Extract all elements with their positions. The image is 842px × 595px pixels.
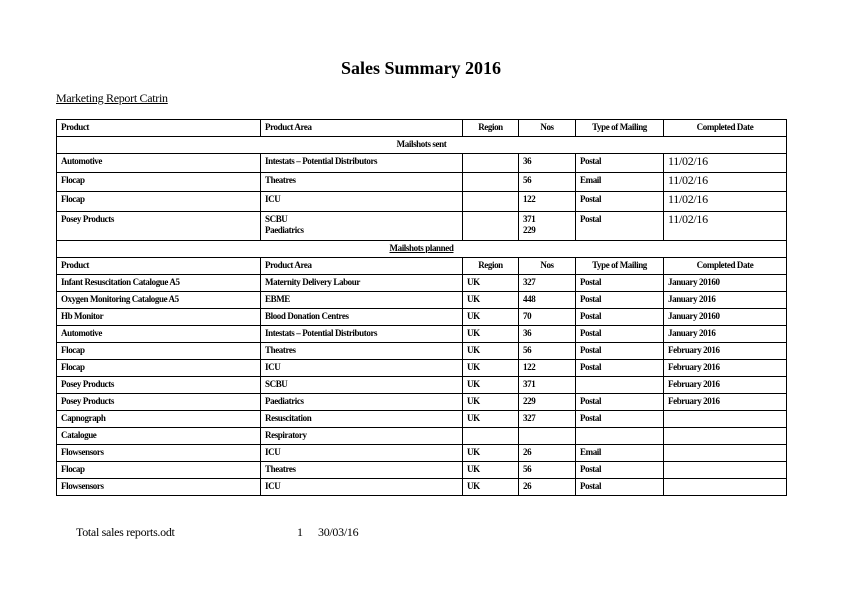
header-nos: Nos (519, 258, 576, 275)
cell-nos (519, 212, 576, 241)
cell-date: 11/02/16 (664, 154, 787, 173)
cell-area: ICU (261, 445, 463, 462)
table-row (57, 377, 787, 394)
table-row (57, 479, 787, 496)
cell-product: Flocap (57, 343, 261, 360)
cell-product: Flocap (57, 192, 261, 212)
cell-mailing: Postal (576, 154, 664, 173)
cell-area: Theatres (261, 173, 463, 192)
cell-product: Posey Products (57, 394, 261, 411)
section-mailshots-sent: Mailshots sent (57, 137, 787, 154)
cell-area (261, 212, 463, 241)
cell-mailing: Postal (576, 360, 664, 377)
header-product: Product (57, 258, 261, 275)
table-row (57, 309, 787, 326)
cell-area: ICU (261, 192, 463, 212)
cell-mailing: Postal (576, 292, 664, 309)
cell-product: Oxygen Monitoring Catalogue A5 (57, 292, 261, 309)
cell-nos: 448 (519, 292, 576, 309)
table-row (57, 411, 787, 428)
cell-product: Posey Products (57, 212, 261, 241)
table-row (57, 462, 787, 479)
cell-area: SCBU (261, 377, 463, 394)
cell-date (664, 411, 787, 428)
cell-area: Paediatrics (261, 394, 463, 411)
cell-nos: 371 (519, 377, 576, 394)
cell-date (664, 428, 787, 445)
cell-date: February 2016 (664, 360, 787, 377)
cell-region: UK (463, 377, 519, 394)
cell-mailing: Postal (576, 326, 664, 343)
cell-product: Hb Monitor (57, 309, 261, 326)
header-row (57, 120, 787, 137)
cell-region: UK (463, 343, 519, 360)
cell-region: UK (463, 360, 519, 377)
cell-area: Respiratory (261, 428, 463, 445)
cell-nos: 229 (519, 394, 576, 411)
cell-mailing (576, 377, 664, 394)
cell-product: Automotive (57, 154, 261, 173)
cell-area: ICU (261, 360, 463, 377)
cell-area: Intestats – Potential Distributors (261, 154, 463, 173)
cell-area: EBME (261, 292, 463, 309)
header-nos: Nos (519, 120, 576, 137)
header-type-of-mailing: Type of Mailing (576, 258, 664, 275)
cell-mailing: Postal (576, 462, 664, 479)
cell-date: February 2016 (664, 343, 787, 360)
cell-region: UK (463, 292, 519, 309)
cell-product: Flocap (57, 173, 261, 192)
header-region: Region (463, 120, 519, 137)
cell-region (463, 428, 519, 445)
footer-date: 30/03/16 (318, 525, 359, 539)
table-row (57, 360, 787, 377)
cell-area: Theatres (261, 462, 463, 479)
cell-nos: 327 (519, 411, 576, 428)
cell-date (664, 462, 787, 479)
cell-area: Resuscitation (261, 411, 463, 428)
cell-region (463, 212, 519, 241)
cell-mailing: Postal (576, 411, 664, 428)
table-row (57, 343, 787, 360)
cell-product: Posey Products (57, 377, 261, 394)
cell-mailing: Postal (576, 479, 664, 496)
cell-date (664, 445, 787, 462)
cell-product: Flocap (57, 360, 261, 377)
header-product: Product (57, 120, 261, 137)
cell-nos: 36 (519, 326, 576, 343)
cell-mailing: Postal (576, 343, 664, 360)
sales-table (56, 119, 787, 496)
cell-nos: 327 (519, 275, 576, 292)
table-row (57, 173, 787, 192)
cell-nos: 36 (519, 154, 576, 173)
cell-region (463, 173, 519, 192)
table-row (57, 428, 787, 445)
cell-date: January 2016 (664, 326, 787, 343)
header-region: Region (463, 258, 519, 275)
cell-nos: 26 (519, 445, 576, 462)
cell-mailing: Postal (576, 192, 664, 212)
cell-date: February 2016 (664, 377, 787, 394)
cell-date: 11/02/16 (664, 192, 787, 212)
cell-product: Flocap (57, 462, 261, 479)
table-row (57, 292, 787, 309)
cell-nos: 56 (519, 343, 576, 360)
header-product-area: Product Area (261, 258, 463, 275)
cell-date: January 2016 (664, 292, 787, 309)
section-row-planned (57, 241, 787, 258)
cell-mailing (576, 428, 664, 445)
section-row-sent (57, 137, 787, 154)
cell-nos: 26 (519, 479, 576, 496)
table-row (57, 192, 787, 212)
cell-region (463, 154, 519, 173)
cell-product: Flowsensors (57, 445, 261, 462)
cell-nos: 56 (519, 173, 576, 192)
table-row (57, 275, 787, 292)
cell-mailing: Postal (576, 275, 664, 292)
cell-region: UK (463, 411, 519, 428)
cell-date: January 20160 (664, 275, 787, 292)
cell-nos-line1: 371 (523, 214, 536, 224)
table-row (57, 212, 787, 241)
footer-page-number: 1 (297, 525, 303, 539)
cell-area: Blood Donation Centres (261, 309, 463, 326)
cell-date: January 20160 (664, 309, 787, 326)
cell-nos (519, 428, 576, 445)
cell-date: 11/02/16 (664, 212, 787, 241)
cell-region: UK (463, 394, 519, 411)
cell-nos-line2: 229 (523, 225, 536, 235)
header-type-of-mailing: Type of Mailing (576, 120, 664, 137)
document-subtitle: Marketing Report Catrin (56, 91, 168, 105)
cell-nos: 122 (519, 192, 576, 212)
cell-date: February 2016 (664, 394, 787, 411)
section-mailshots-planned: Mailshots planned (389, 243, 454, 253)
cell-area: Theatres (261, 343, 463, 360)
header-completed-date: Completed Date (664, 258, 787, 275)
cell-region: UK (463, 479, 519, 496)
cell-mailing: Postal (576, 394, 664, 411)
cell-area: ICU (261, 479, 463, 496)
cell-region: UK (463, 326, 519, 343)
cell-product: Capnograph (57, 411, 261, 428)
cell-region: UK (463, 445, 519, 462)
table-row (57, 394, 787, 411)
cell-area-line1: SCBU (265, 214, 288, 224)
table-row (57, 326, 787, 343)
cell-area-line2: Paediatrics (265, 225, 304, 235)
cell-product: Infant Resuscitation Catalogue A5 (57, 275, 261, 292)
cell-date: 11/02/16 (664, 173, 787, 192)
header-row (57, 258, 787, 275)
cell-region: UK (463, 462, 519, 479)
header-product-area: Product Area (261, 120, 463, 137)
document-title: Sales Summary 2016 (340, 58, 501, 78)
cell-mailing: Postal (576, 212, 664, 241)
cell-region: UK (463, 309, 519, 326)
cell-region (463, 192, 519, 212)
cell-mailing: Postal (576, 309, 664, 326)
cell-product: Flowsensors (57, 479, 261, 496)
header-completed-date: Completed Date (664, 120, 787, 137)
cell-nos: 56 (519, 462, 576, 479)
table-row (57, 445, 787, 462)
cell-mailing: Email (576, 445, 664, 462)
cell-region: UK (463, 275, 519, 292)
cell-product: Automotive (57, 326, 261, 343)
cell-nos: 122 (519, 360, 576, 377)
cell-product: Catalogue (57, 428, 261, 445)
cell-date (664, 479, 787, 496)
cell-mailing: Email (576, 173, 664, 192)
table-row (57, 154, 787, 173)
cell-nos: 70 (519, 309, 576, 326)
footer-filename: Total sales reports.odt (76, 525, 175, 539)
cell-area: Intestats – Potential Distributors (261, 326, 463, 343)
cell-area: Maternity Delivery Labour (261, 275, 463, 292)
